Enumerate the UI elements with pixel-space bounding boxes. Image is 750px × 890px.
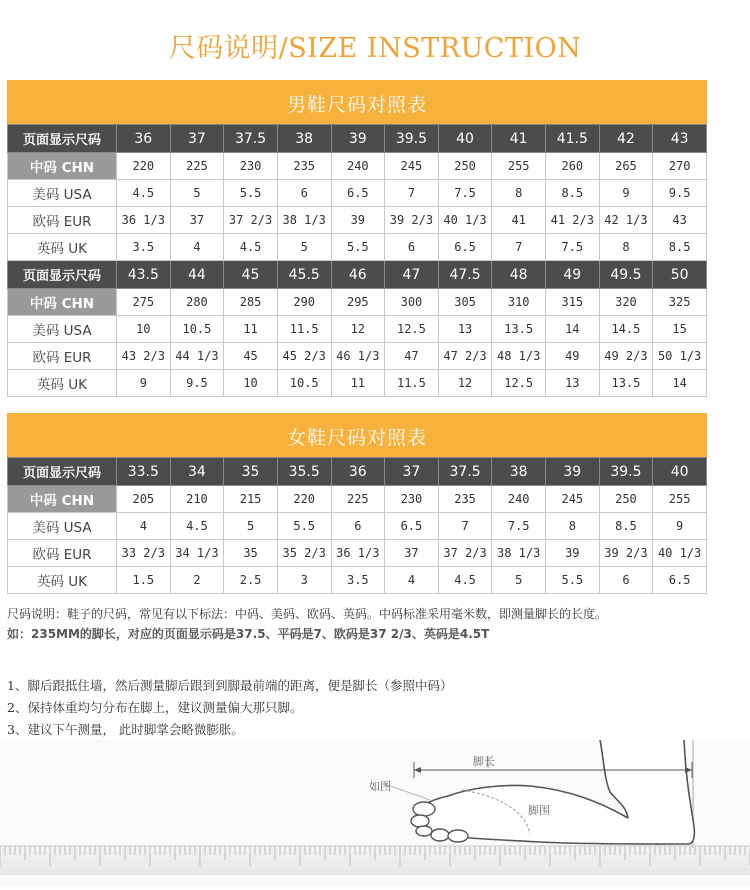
size-cell: 8 [492,180,546,207]
size-cell: 37 [385,540,439,567]
size-cell: 34 1/3 [170,540,224,567]
women-size-table [7,457,707,594]
size-cell: 35 [224,458,278,486]
size-cell: 225 [331,486,385,513]
size-cell: 15 [653,316,707,343]
size-cell: 225 [170,153,224,180]
size-cell: 5 [224,513,278,540]
size-cell: 285 [224,289,278,316]
size-cell: 41.5 [546,125,600,153]
size-cell: 35 2/3 [277,540,331,567]
size-cell: 235 [438,486,492,513]
size-cell: 47.5 [438,261,492,289]
measuring-step: 1、脚后跟抵住墙，然后测量脚后跟到到脚最前端的距离，便是脚长（参照中码） [7,678,453,693]
size-cell: 39 [331,125,385,153]
chn-row [8,486,707,513]
size-cell: 37 [170,125,224,153]
size-cell: 42 1/3 [599,207,653,234]
size-cell: 260 [546,153,600,180]
size-cell: 41 [492,207,546,234]
size-cell: 5 [170,180,224,207]
foot-length-label: 脚长 [473,755,495,768]
size-cell: 300 [385,289,439,316]
size-cell: 50 1/3 [653,343,707,370]
size-cell: 295 [331,289,385,316]
size-cell: 49 [546,261,600,289]
size-cell: 11 [224,316,278,343]
size-cell: 240 [492,486,546,513]
size-cell: 215 [224,486,278,513]
size-cell: 37 2/3 [438,540,492,567]
size-cell: 275 [117,289,171,316]
size-cell: 8 [599,234,653,261]
size-cell: 37.5 [438,458,492,486]
size-cell: 40 [653,458,707,486]
size-cell: 12.5 [385,316,439,343]
usa-row [8,513,707,540]
size-cell: 7 [492,234,546,261]
size-cell: 42 [599,125,653,153]
usa-row [8,316,707,343]
size-cell: 36 1/3 [117,207,171,234]
women-block-1 [8,458,707,594]
size-cell: 43 [653,207,707,234]
row-label: 欧码 EUR [8,343,117,370]
row-label: 页面显示尺码 [8,261,117,289]
size-cell: 46 1/3 [331,343,385,370]
size-cell: 6.5 [653,567,707,594]
men-block-2 [8,261,707,397]
size-cell: 35 [224,540,278,567]
men-block-1 [8,125,707,261]
size-cell: 48 1/3 [492,343,546,370]
size-cell: 220 [277,486,331,513]
row-label: 美码 USA [8,513,117,540]
size-cell: 11.5 [277,316,331,343]
size-cell: 325 [653,289,707,316]
row-label: 欧码 EUR [8,540,117,567]
size-cell: 45 [224,261,278,289]
size-cell: 14 [653,370,707,397]
size-cell: 5.5 [277,513,331,540]
size-cell: 14 [546,316,600,343]
size-cell: 47 [385,261,439,289]
size-cell: 38 [492,458,546,486]
size-cell: 12 [331,316,385,343]
size-cell: 6.5 [385,513,439,540]
size-cell: 13.5 [492,316,546,343]
size-cell: 34 [170,458,224,486]
size-cell: 6 [599,567,653,594]
size-cell: 8.5 [546,180,600,207]
size-cell: 315 [546,289,600,316]
size-cell: 7.5 [546,234,600,261]
measuring-step: 2、保持体重均匀分布在脚上，建议测量偏大那只脚。 [7,700,303,715]
size-cell: 270 [653,153,707,180]
size-cell: 10 [224,370,278,397]
size-cell: 305 [438,289,492,316]
measuring-steps [7,675,452,741]
size-cell: 13 [546,370,600,397]
size-cell: 205 [117,486,171,513]
size-cell: 37 2/3 [224,207,278,234]
size-cell: 10 [117,316,171,343]
size-cell: 250 [599,486,653,513]
size-cell: 245 [546,486,600,513]
size-cell: 5.5 [546,567,600,594]
size-cell: 39 [546,540,600,567]
size-cell: 11 [331,370,385,397]
size-cell: 10.5 [170,316,224,343]
women-size-chart [7,413,707,594]
size-cell: 12 [438,370,492,397]
row-label: 英码 UK [8,234,117,261]
size-cell: 36 1/3 [331,540,385,567]
row-label: 中码 CHN [8,153,117,180]
size-cell: 5.5 [331,234,385,261]
size-cell: 235 [277,153,331,180]
size-cell: 240 [331,153,385,180]
men-size-table [7,124,707,397]
row-label: 中码 CHN [8,289,117,316]
size-cell: 44 1/3 [170,343,224,370]
size-cell: 45.5 [277,261,331,289]
size-cell: 4.5 [438,567,492,594]
size-cell: 8.5 [653,234,707,261]
size-cell: 245 [385,153,439,180]
eur-row [8,343,707,370]
size-cell: 36 [331,458,385,486]
size-cell: 290 [277,289,331,316]
size-cell: 4 [170,234,224,261]
size-cell: 265 [599,153,653,180]
display-size-row [8,458,707,486]
example-label: 如图 [369,780,391,793]
size-cell: 38 1/3 [277,207,331,234]
size-cell: 210 [170,486,224,513]
uk-row [8,567,707,594]
size-cell: 5.5 [224,180,278,207]
foot-measurement-illustration [0,740,750,886]
foot-diagram [0,740,750,886]
uk-row [8,234,707,261]
chn-row [8,153,707,180]
size-cell: 7.5 [492,513,546,540]
size-cell: 6.5 [438,234,492,261]
row-label: 中码 CHN [8,486,117,513]
row-label: 美码 USA [8,316,117,343]
size-cell: 43 2/3 [117,343,171,370]
size-cell: 4 [117,513,171,540]
size-cell: 9 [117,370,171,397]
size-cell: 43.5 [117,261,171,289]
size-cell: 2 [170,567,224,594]
size-cell: 5 [492,567,546,594]
size-cell: 4.5 [117,180,171,207]
size-cell: 280 [170,289,224,316]
size-cell: 38 1/3 [492,540,546,567]
size-cell: 37 [385,458,439,486]
size-cell: 39 2/3 [599,540,653,567]
size-cell: 39 [546,458,600,486]
size-cell: 45 [224,343,278,370]
size-cell: 40 [438,125,492,153]
size-cell: 5 [277,234,331,261]
women-chart-heading: 女鞋尺码对照表 [7,413,707,457]
size-cell: 320 [599,289,653,316]
eur-row [8,207,707,234]
size-cell: 43 [653,125,707,153]
size-cell: 4.5 [224,234,278,261]
size-cell: 37 [170,207,224,234]
size-cell: 310 [492,289,546,316]
size-cell: 3 [277,567,331,594]
size-cell: 250 [438,153,492,180]
size-cell: 39.5 [385,125,439,153]
size-cell: 47 2/3 [438,343,492,370]
size-cell: 50 [653,261,707,289]
page-title: 尺码说明/SIZE INSTRUCTION [168,33,582,64]
size-note-description: 尺码说明：鞋子的尺码，常见有以下标法：中码、美码、欧码、英码。中码标准采用毫米数，即测量脚长的长度。 [7,607,608,621]
size-cell: 2.5 [224,567,278,594]
size-notes [7,604,607,644]
size-cell: 4.5 [170,513,224,540]
size-note-example: 如：235MM的脚长，对应的页面显示码是37.5、平码是7、欧码是37 2/3、英码是4.5T [7,627,490,641]
size-cell: 9.5 [170,370,224,397]
row-label: 页面显示尺码 [8,125,117,153]
size-cell: 45 2/3 [277,343,331,370]
size-cell: 33.5 [117,458,171,486]
size-cell: 41 2/3 [546,207,600,234]
chn-row [8,289,707,316]
size-cell: 3.5 [117,234,171,261]
size-cell: 9.5 [653,180,707,207]
display-size-row [8,125,707,153]
size-cell: 10.5 [277,370,331,397]
size-cell: 49 [546,343,600,370]
size-cell: 1.5 [117,567,171,594]
row-label: 美码 USA [8,180,117,207]
size-cell: 13 [438,316,492,343]
size-cell: 255 [492,153,546,180]
size-cell: 13.5 [599,370,653,397]
size-cell: 36 [117,125,171,153]
usa-row [8,180,707,207]
size-cell: 41 [492,125,546,153]
size-cell: 47 [385,343,439,370]
size-cell: 9 [599,180,653,207]
size-cell: 49.5 [599,261,653,289]
size-cell: 40 1/3 [653,540,707,567]
row-label: 欧码 EUR [8,207,117,234]
display-size-row [8,261,707,289]
measuring-step: 3、建议下午测量， 此时脚掌会略微膨胀。 [7,722,244,737]
size-cell: 9 [653,513,707,540]
size-cell: 7 [385,180,439,207]
size-cell: 35.5 [277,458,331,486]
size-cell: 7.5 [438,180,492,207]
men-chart-heading: 男鞋尺码对照表 [7,80,707,124]
size-cell: 33 2/3 [117,540,171,567]
size-cell: 6 [385,234,439,261]
row-label: 页面显示尺码 [8,458,117,486]
size-cell: 39 [331,207,385,234]
size-cell: 46 [331,261,385,289]
size-cell: 40 1/3 [438,207,492,234]
size-cell: 8.5 [599,513,653,540]
foot-girth-label: 脚围 [528,804,550,817]
size-cell: 44 [170,261,224,289]
size-cell: 220 [117,153,171,180]
size-cell: 230 [385,486,439,513]
men-size-chart [7,80,707,397]
eur-row [8,540,707,567]
size-cell: 6 [331,513,385,540]
size-cell: 6.5 [331,180,385,207]
size-cell: 48 [492,261,546,289]
size-cell: 38 [277,125,331,153]
row-label: 英码 UK [8,567,117,594]
size-cell: 11.5 [385,370,439,397]
size-cell: 3.5 [331,567,385,594]
size-cell: 39.5 [599,458,653,486]
size-cell: 37.5 [224,125,278,153]
size-cell: 6 [277,180,331,207]
size-cell: 49 2/3 [599,343,653,370]
uk-row [8,370,707,397]
size-cell: 255 [653,486,707,513]
size-cell: 39 2/3 [385,207,439,234]
size-cell: 230 [224,153,278,180]
size-cell: 12.5 [492,370,546,397]
size-cell: 8 [546,513,600,540]
row-label: 英码 UK [8,370,117,397]
size-cell: 7 [438,513,492,540]
size-cell: 4 [385,567,439,594]
size-cell: 14.5 [599,316,653,343]
